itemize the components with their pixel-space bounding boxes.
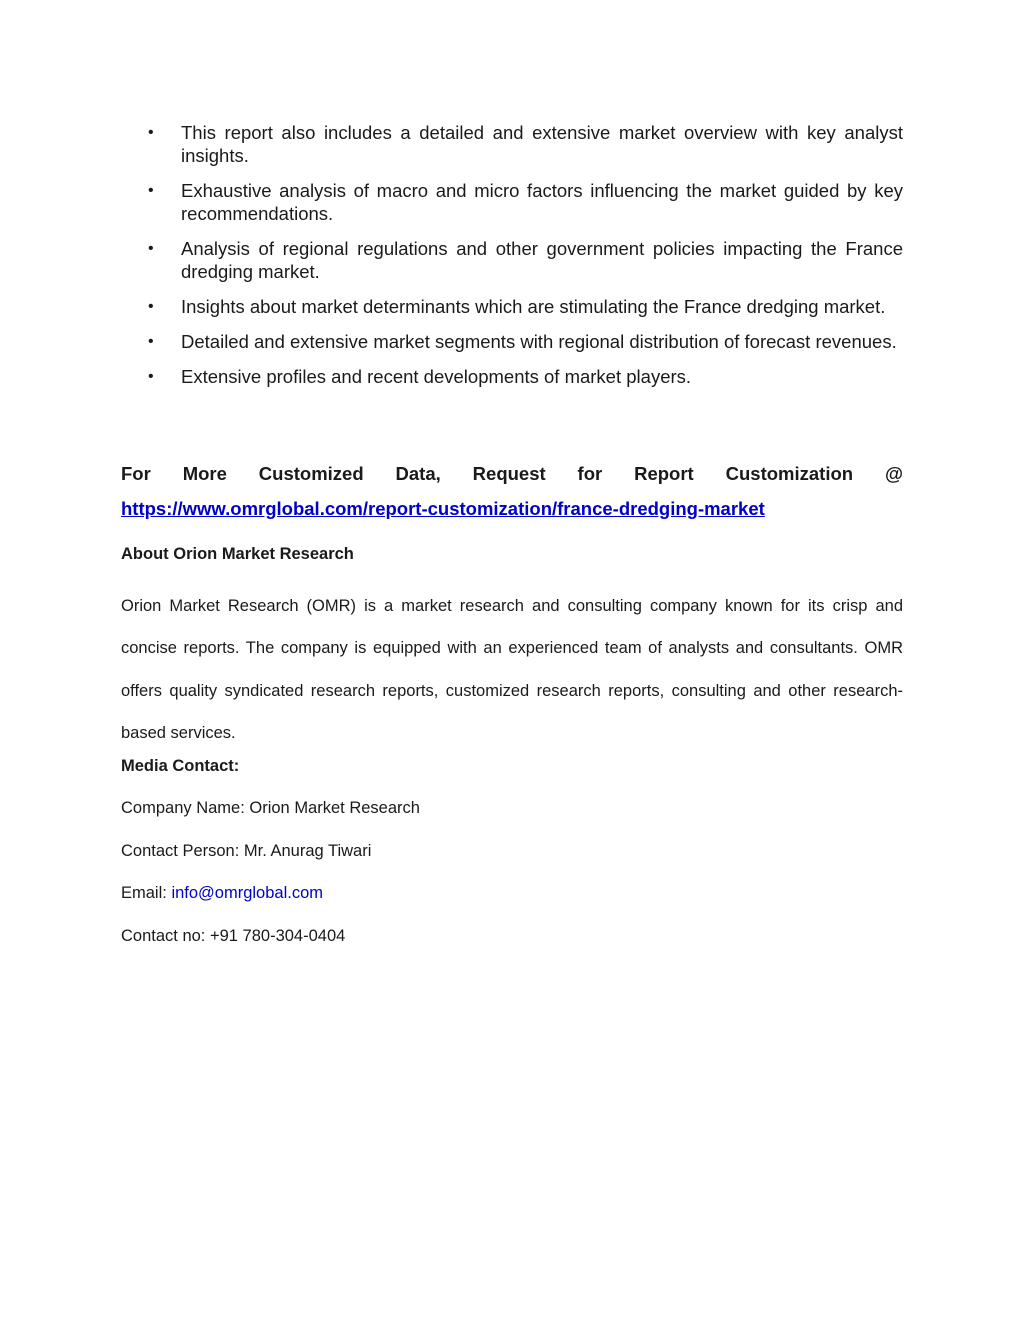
bullet-text: Exhaustive analysis of macro and micro factors influencing the market guided by key recommendations. — [181, 180, 903, 224]
email-label: Email: — [121, 884, 172, 902]
company-name-line: Company Name: Orion Market Research — [121, 799, 420, 817]
bullet-text: Detailed and extensive market segments with regional distribution of forecast revenues. — [181, 331, 897, 352]
list-item — [121, 295, 903, 318]
bullet-text: Insights about market determinants which are stimulating the France dredging market. — [181, 296, 886, 317]
feature-bullet-list — [121, 121, 903, 400]
bullet-icon: • — [148, 124, 154, 141]
media-contact-heading: Media Contact: — [121, 757, 240, 775]
bullet-text: Extensive profiles and recent developments of market players. — [181, 366, 692, 387]
customization-request-text: For More Customized Data, Request for Report Customization @ — [121, 463, 903, 484]
list-item — [121, 121, 903, 167]
email-link[interactable]: info@omrglobal.com — [171, 884, 323, 902]
list-item — [121, 365, 903, 388]
bullet-icon: • — [148, 333, 154, 350]
list-item — [121, 179, 903, 225]
bullet-icon: • — [148, 298, 154, 315]
customization-link[interactable]: https://www.omrglobal.com/report-customization/france-dredging-market — [121, 498, 765, 519]
bullet-text: This report also includes a detailed and extensive market overview with key analyst insights. — [181, 122, 903, 166]
bullet-icon: • — [148, 240, 154, 257]
email-line — [121, 883, 323, 903]
list-item — [121, 330, 903, 353]
about-heading: About Orion Market Research — [121, 545, 354, 563]
bullet-text: Analysis of regional regulations and other government policies impacting the France dredging market. — [181, 238, 903, 282]
about-paragraph: Orion Market Research (OMR) is a market research and consulting company known for its crisp and concise reports. The company is equipped with an experienced team of analysts and consultants. OMR offers quality syndicated research reports, customized research reports, consulting and other research-based services. — [121, 597, 903, 742]
phone-line: Contact no: +91 780-304-0404 — [121, 927, 346, 945]
contact-person-line: Contact Person: Mr. Anurag Tiwari — [121, 842, 372, 860]
list-item — [121, 237, 903, 283]
bullet-icon: • — [148, 182, 154, 199]
bullet-icon: • — [148, 368, 154, 385]
